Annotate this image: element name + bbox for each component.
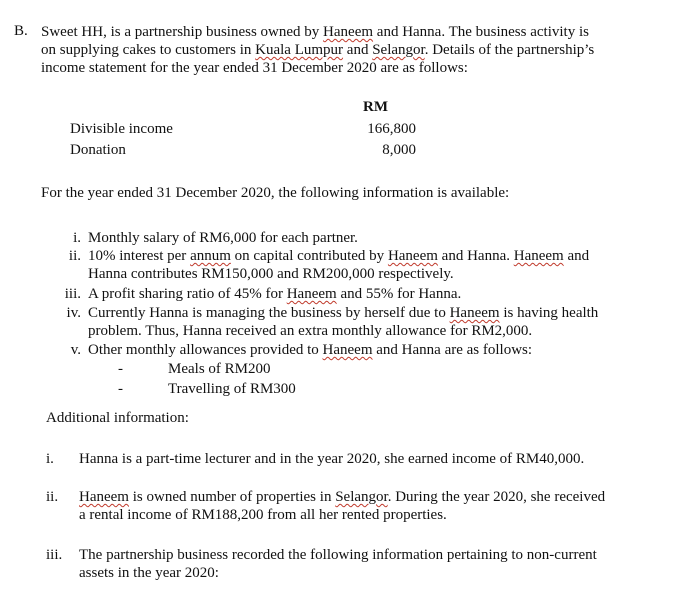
question-intro	[41, 23, 594, 77]
info-item-number: ii.	[68, 248, 81, 264]
spellcheck-word: Haneem	[286, 286, 337, 302]
income-row-value: 166,800	[367, 121, 416, 137]
info-item-number: v.	[70, 342, 81, 358]
spellcheck-word: Kuala Lumpur	[255, 42, 344, 58]
allowance-item: Travelling of RM300	[168, 381, 296, 397]
spellcheck-word: Haneem	[449, 305, 500, 321]
allowance-item: Meals of RM200	[168, 361, 271, 377]
additional-item-text	[79, 450, 584, 468]
text-line: Hanna contributes RM150,000 and RM200,000 respectively.	[88, 266, 454, 282]
spellcheck-word: Selangor	[372, 42, 425, 58]
income-row-label: Donation	[70, 142, 126, 158]
text-line: Monthly salary of RM6,000 for each partner.	[88, 230, 358, 246]
text-line: a rental income of RM188,200 from all her rented properties.	[79, 507, 447, 523]
info-item-number: i.	[73, 230, 81, 246]
income-row-label: Divisible income	[70, 121, 173, 137]
info-intro: For the year ended 31 December 2020, the following information is available:	[41, 185, 510, 201]
spellcheck-word: Selangor	[335, 489, 388, 505]
info-item-number: iii.	[64, 286, 81, 302]
text-line: Currently Hanna is managing the business by herself due to Haneem is having health	[88, 305, 599, 321]
additional-item-number: ii.	[46, 489, 59, 505]
question-label: B.	[14, 23, 28, 39]
text-line: income statement for the year ended 31 December 2020 are as follows:	[41, 60, 468, 76]
additional-item-number: iii.	[46, 547, 63, 563]
info-item-text	[88, 247, 589, 283]
info-item-text	[88, 285, 461, 303]
info-item-text	[88, 341, 532, 359]
text-line: assets in the year 2020:	[79, 565, 219, 581]
text-line: Haneem is owned number of properties in Selangor. During the year 2020, she received	[79, 489, 606, 505]
text-line: Other monthly allowances provided to Haneem and Hanna are as follows:	[88, 342, 533, 358]
text-line: on supplying cakes to customers in Kuala Lumpur and Selangor. Details of the partnership’s	[41, 42, 595, 58]
text-line: 10% interest per annum on capital contributed by Haneem and Hanna. Haneem and	[88, 248, 590, 264]
currency-header: RM	[363, 99, 388, 115]
spellcheck-word: annum	[190, 248, 231, 264]
info-item-number: iv.	[66, 305, 81, 321]
income-row-value: 8,000	[382, 142, 416, 158]
text-line: Sweet HH, is a partnership business owned by Haneem and Hanna. The business activity is	[41, 24, 589, 40]
spellcheck-word: Haneem	[79, 489, 129, 505]
text-line: A profit sharing ratio of 45% for Haneem and 55% for Hanna.	[88, 286, 462, 302]
allowance-bullet: -	[118, 381, 123, 397]
spellcheck-word: Haneem	[323, 24, 374, 40]
text-line: Hanna is a part-time lecturer and in the year 2020, she earned income of RM40,000.	[79, 451, 585, 467]
info-item-text	[88, 304, 598, 340]
text-line: The partnership business recorded the following information pertaining to non-current	[79, 547, 597, 563]
additional-item-text	[79, 546, 597, 582]
additional-title: Additional information:	[46, 410, 189, 426]
additional-item-number: i.	[46, 451, 54, 467]
info-item-text	[88, 229, 358, 247]
spellcheck-word: Haneem	[322, 342, 373, 358]
spellcheck-word: Haneem	[387, 248, 438, 264]
text-line: problem. Thus, Hanna received an extra monthly allowance for RM2,000.	[88, 323, 533, 339]
additional-item-text	[79, 488, 605, 524]
allowance-bullet: -	[118, 361, 123, 377]
spellcheck-word: Haneem	[513, 248, 564, 264]
